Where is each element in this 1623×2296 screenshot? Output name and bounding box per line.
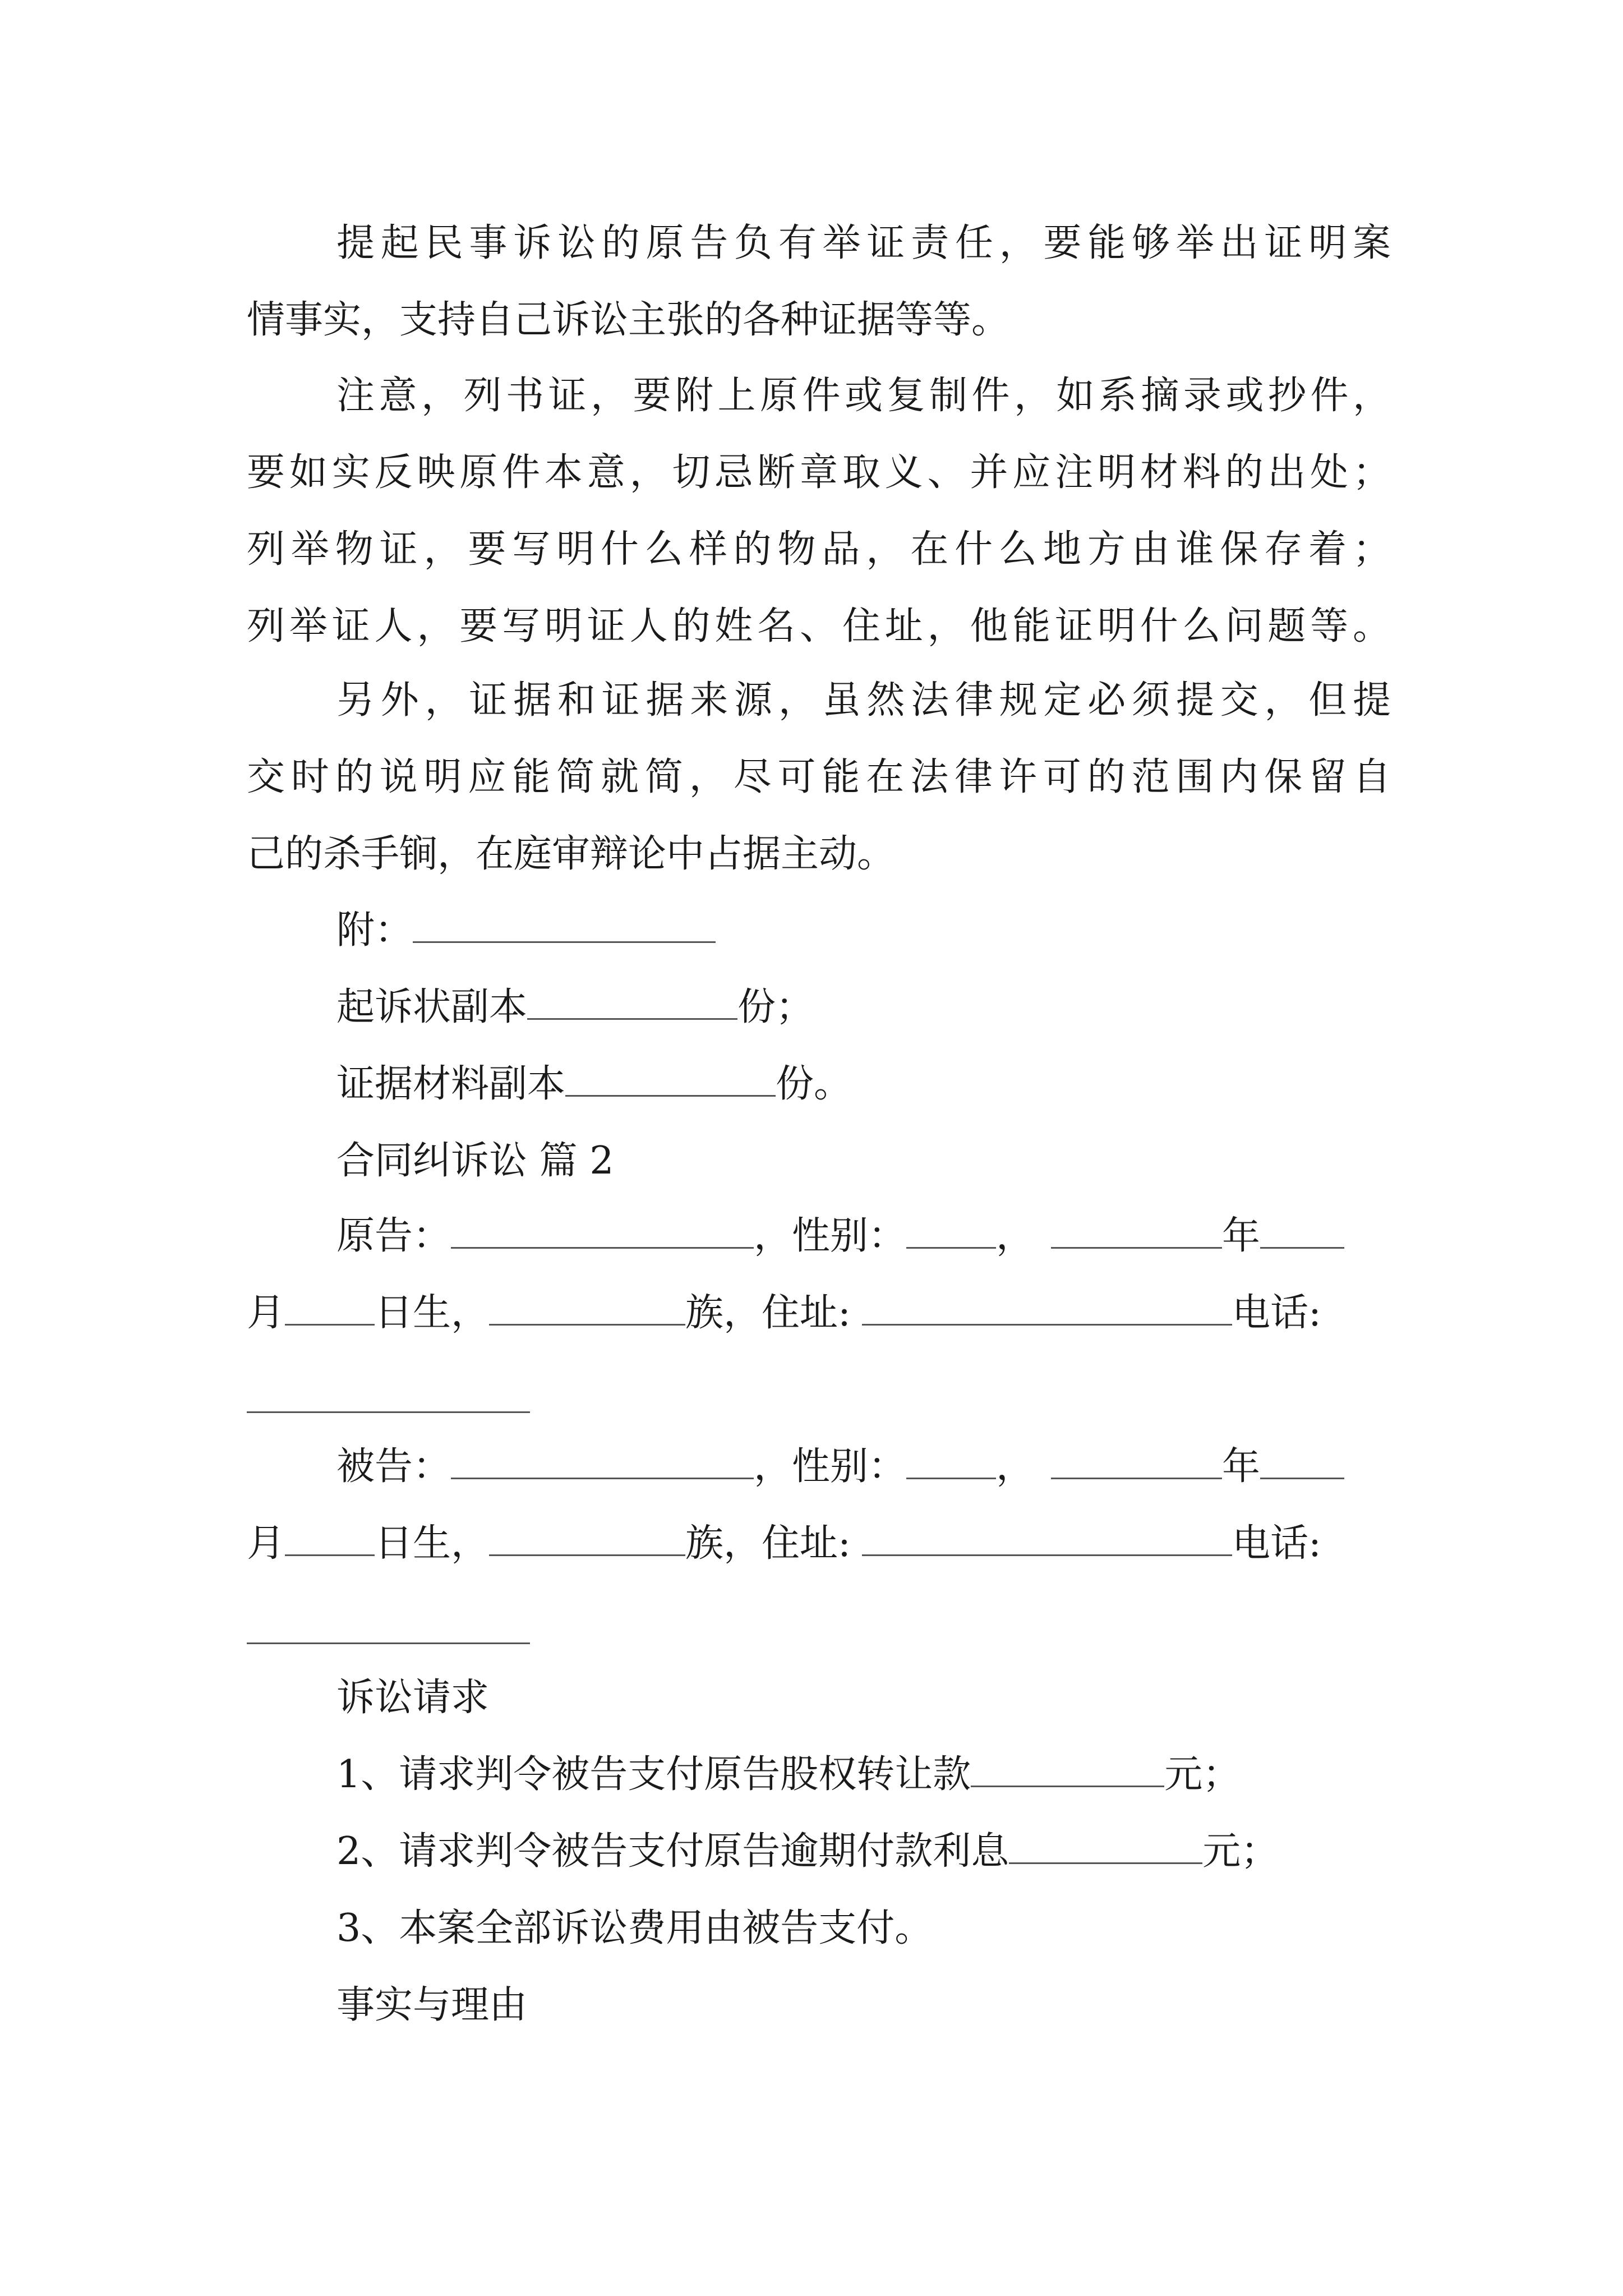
plaintiff-phone-label: 电话: — [1232, 1291, 1321, 1335]
paragraph-line: 列举证人，要写明证人的姓名、住址，他能证明什么问题等。 — [247, 604, 1391, 648]
plaintiff-year-label: 年 — [1222, 1214, 1261, 1258]
defendant-label: 被告： — [336, 1444, 451, 1489]
claim-1-unit: 元； — [1164, 1752, 1241, 1797]
paragraph-line: 提起民事诉讼的原告负有举证责任，要能够举出证明案 — [336, 221, 1391, 265]
defendant-ethnicity-blank — [489, 1521, 685, 1556]
complaint-copy-count-blank — [527, 984, 737, 1020]
paragraph-line: 己的杀手锏，在庭审辩论中占据主动。 — [247, 832, 896, 876]
claim-3: 3、本案全部诉讼费用由被告支付。 — [336, 1906, 933, 1950]
paragraph-line: 情事实，支持自己诉讼主张的各种证据等等。 — [247, 298, 1010, 342]
defendant-gender-blank — [906, 1444, 996, 1479]
paragraph-line: 要如实反映原件本意，切忌断章取义、并应注明材料的出处； — [247, 450, 1391, 495]
defendant-line-1 — [247, 1428, 1391, 1505]
complaint-copy-unit: 份； — [737, 985, 814, 1029]
defendant-phone-label: 电话: — [1232, 1521, 1321, 1566]
claim-1 — [247, 1736, 1391, 1813]
complaint-copy-label: 起诉状副本 — [336, 985, 528, 1029]
claim-2-amount-blank — [1009, 1829, 1202, 1864]
complaint-copy-line — [247, 969, 1391, 1046]
claim-2 — [247, 1813, 1391, 1890]
evidence-copy-count-blank — [565, 1061, 776, 1097]
paragraph-evidence-notes — [247, 357, 1391, 665]
plaintiff-address-blank — [862, 1290, 1232, 1326]
attachments-section — [247, 892, 1391, 1199]
attachment-blank — [413, 908, 716, 943]
claims-section — [247, 1659, 1391, 2044]
defendant-birth-month-blank — [1260, 1444, 1344, 1479]
plaintiff-line-2 — [247, 1274, 1391, 1351]
attachment-label-line — [247, 892, 1391, 969]
facts-heading: 事实与理由 — [336, 1983, 528, 2027]
attachment-label: 附： — [336, 908, 413, 953]
defendant-year-label: 年 — [1222, 1444, 1261, 1489]
defendant-name-blank — [451, 1444, 754, 1479]
defendant-birth-label: 日生， — [375, 1521, 490, 1566]
plaintiff-gender-blank — [906, 1213, 996, 1249]
paragraph-line: 列举物证，要写明什么样的物品，在什么地方由谁保存着； — [247, 527, 1391, 572]
defendant-gender-label: ，性别： — [754, 1444, 907, 1489]
claim-1-amount-blank — [971, 1752, 1164, 1787]
defendant-month-label: 月 — [247, 1521, 285, 1566]
plaintiff-gender-label: ，性别： — [754, 1214, 907, 1258]
plaintiff-birth-year-blank — [1051, 1213, 1222, 1249]
paragraph-evidence-sources — [247, 662, 1391, 892]
paragraph-line: 交时的说明应能简就简，尽可能在法律许可的范围内保留自 — [247, 755, 1391, 799]
evidence-copy-line — [247, 1046, 1391, 1122]
defendant-address-label: 族，住址: — [685, 1521, 851, 1566]
evidence-copy-label: 证据材料副本 — [336, 1062, 566, 1106]
claims-heading: 诉讼请求 — [336, 1676, 490, 1720]
plaintiff-comma: ， — [996, 1214, 1035, 1258]
defendant-birth-day-blank — [285, 1521, 375, 1556]
evidence-copy-unit: 份。 — [776, 1062, 852, 1106]
claim-2-unit: 元； — [1202, 1829, 1279, 1874]
plaintiff-label: 原告： — [336, 1214, 451, 1258]
plaintiff-name-blank — [451, 1213, 754, 1249]
defendant-line-2 — [247, 1505, 1391, 1582]
plaintiff-line-1 — [247, 1198, 1391, 1274]
plaintiff-month-label: 月 — [247, 1291, 285, 1335]
section-title: 合同纠诉讼 篇 2 — [336, 1139, 614, 1183]
claim-2-text: 2、请求判令被告支付原告逾期付款利息 — [336, 1829, 1009, 1874]
plaintiff-birth-day-blank — [285, 1290, 375, 1326]
paragraph-line: 注意，列书证，要附上原件或复制件，如系摘录或抄件， — [336, 374, 1391, 418]
plaintiff-address-label: 族，住址: — [685, 1291, 851, 1335]
claim-1-text: 1、请求判令被告支付原告股权转让款 — [336, 1752, 971, 1797]
plaintiff-phone-blank — [247, 1411, 530, 1413]
paragraph-line: 另外，证据和证据来源，虽然法律规定必须提交，但提 — [336, 678, 1391, 723]
plaintiff-birth-label: 日生， — [375, 1291, 490, 1335]
defendant-section — [247, 1428, 1391, 1582]
plaintiff-ethnicity-blank — [489, 1290, 685, 1326]
plaintiff-birth-month-blank — [1260, 1213, 1344, 1249]
paragraph-burden-of-proof — [247, 205, 1391, 358]
defendant-birth-year-blank — [1051, 1444, 1222, 1479]
plaintiff-section — [247, 1198, 1391, 1351]
defendant-phone-blank — [247, 1642, 530, 1644]
defendant-address-blank — [862, 1521, 1232, 1556]
defendant-comma: ， — [996, 1444, 1035, 1489]
